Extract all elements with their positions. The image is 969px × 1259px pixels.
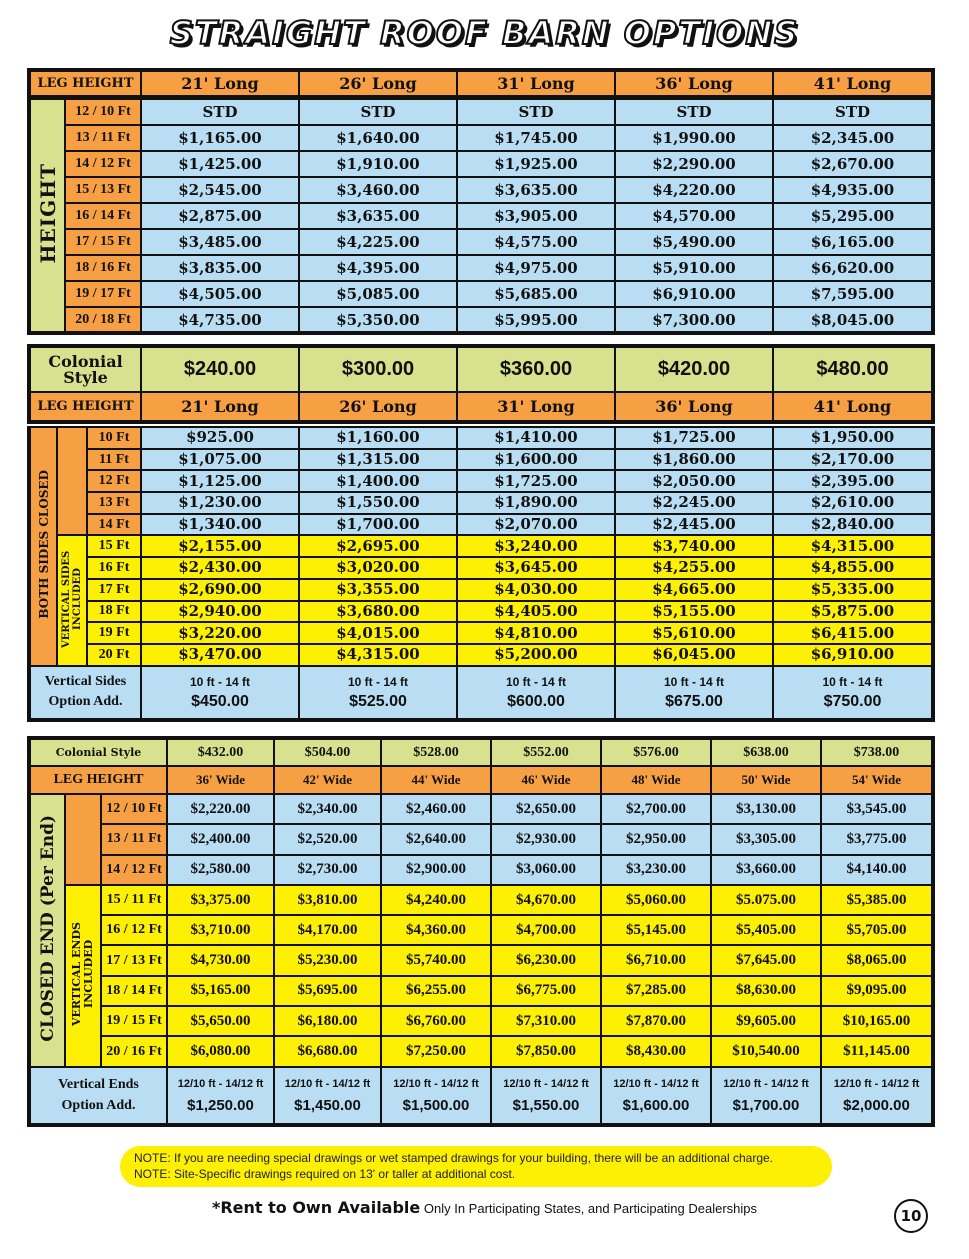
row-label: 16 / 12 Ft (101, 915, 167, 945)
price-cell: $2,070.00 (457, 514, 615, 536)
price-cell: $2,650.00 (491, 794, 601, 824)
row-label: 15 / 11 Ft (101, 885, 167, 915)
column-header: 21' Long (141, 70, 299, 96)
price-cell: $2,460.00 (381, 794, 491, 824)
column-header: 50' Wide (711, 766, 821, 794)
row-label: 19 / 15 Ft (101, 1006, 167, 1036)
price-cell: $5,610.00 (615, 622, 773, 644)
row-label: 13 Ft (87, 492, 141, 514)
price-cell: $5,230.00 (274, 945, 381, 975)
price-cell: $7,645.00 (711, 945, 821, 975)
row-label: 10 Ft (87, 427, 141, 449)
price-cell: $4,240.00 (381, 885, 491, 915)
spacer-cell (57, 427, 87, 535)
price-cell: $3,635.00 (457, 177, 615, 203)
option-range: 12/10 ft - 14/12 ft (723, 1078, 809, 1091)
price-cell: $3,775.00 (821, 824, 933, 854)
price-cell: $5,695.00 (274, 976, 381, 1006)
price-cell: $4,735.00 (141, 307, 299, 333)
option-price-cell (711, 1067, 821, 1125)
option-price-cell (821, 1067, 933, 1125)
price-cell: $4,730.00 (167, 945, 274, 975)
price-cell: $2,545.00 (141, 177, 299, 203)
option-range: 12/10 ft - 14/12 ft (393, 1078, 479, 1091)
row-label: 16 / 14 Ft (65, 203, 141, 229)
price-cell: $4,255.00 (615, 557, 773, 579)
price-cell: $3,460.00 (299, 177, 457, 203)
column-header: 54' Wide (821, 766, 933, 794)
price-cell: $1,890.00 (457, 492, 615, 514)
price-cell: $6,255.00 (381, 976, 491, 1006)
price-cell: $4,315.00 (299, 644, 457, 666)
price-cell: $8,045.00 (773, 307, 933, 333)
price-cell: $7,870.00 (601, 1006, 711, 1036)
colonial-price: $432.00 (167, 738, 274, 766)
option-price-cell (381, 1067, 491, 1125)
price-cell: $7,285.00 (601, 976, 711, 1006)
price-cell: $4,395.00 (299, 255, 457, 281)
price-cell: $2,395.00 (773, 470, 933, 492)
option-range: 10 ft - 14 ft (663, 675, 724, 690)
price-cell: $7,250.00 (381, 1036, 491, 1066)
colonial-price: $300.00 (299, 346, 457, 392)
row-label: 12 / 10 Ft (65, 99, 141, 125)
price-cell: $1,600.00 (457, 449, 615, 471)
row-label: 12 / 10 Ft (101, 794, 167, 824)
price-cell: $1,400.00 (299, 470, 457, 492)
price-cell: $5,385.00 (821, 885, 933, 915)
option-price: $600.00 (507, 693, 565, 711)
price-cell: $4,315.00 (773, 535, 933, 557)
option-label-line: Option Add. (61, 1098, 136, 1114)
leg-height-header: LEG HEIGHT (29, 392, 141, 422)
option-label-line: Vertical Ends (58, 1077, 139, 1093)
column-header: 41' Long (773, 392, 933, 422)
option-price-cell (773, 666, 933, 720)
price-cell: $1,910.00 (299, 151, 457, 177)
row-label: 19 Ft (87, 622, 141, 644)
row-label: 12 Ft (87, 470, 141, 492)
price-cell: $4,665.00 (615, 579, 773, 601)
price-cell: $2,340.00 (274, 794, 381, 824)
height-side-text: HEIGHT (35, 163, 60, 264)
closed-end-table (27, 736, 935, 1127)
price-cell: $5,335.00 (773, 579, 933, 601)
price-cell: $2,695.00 (299, 535, 457, 557)
vertical-ends-option-label (29, 1067, 167, 1125)
price-cell: $925.00 (141, 427, 299, 449)
price-cell: $2,640.00 (381, 824, 491, 854)
option-price-cell (601, 1067, 711, 1125)
price-cell: $2,290.00 (615, 151, 773, 177)
price-cell: $5,350.00 (299, 307, 457, 333)
option-price-cell (615, 666, 773, 720)
price-cell: $3,545.00 (821, 794, 933, 824)
price-cell: $2,050.00 (615, 470, 773, 492)
price-cell: $1,860.00 (615, 449, 773, 471)
price-cell: $4,810.00 (457, 622, 615, 644)
option-range: 12/10 ft - 14/12 ft (613, 1078, 699, 1091)
column-header: 36' Wide (167, 766, 274, 794)
column-header: 31' Long (457, 392, 615, 422)
price-cell: $6,230.00 (491, 945, 601, 975)
price-cell: $1,125.00 (141, 470, 299, 492)
price-cell: $2,610.00 (773, 492, 933, 514)
colonial-price: $480.00 (773, 346, 933, 392)
column-header: 42' Wide (274, 766, 381, 794)
option-range: 12/10 ft - 14/12 ft (284, 1078, 371, 1091)
price-cell: $6,415.00 (773, 622, 933, 644)
price-cell: $4,225.00 (299, 229, 457, 255)
both-sides-closed-label (29, 427, 57, 666)
price-cell: $9,095.00 (821, 976, 933, 1006)
option-label-line: Option Add. (48, 694, 123, 710)
price-cell: $4,170.00 (274, 915, 381, 945)
price-cell: $2,670.00 (773, 151, 933, 177)
price-cell: $2,155.00 (141, 535, 299, 557)
price-cell: $3,375.00 (167, 885, 274, 915)
rent-to-own-line (0, 1198, 969, 1217)
option-price: $2,000.00 (843, 1097, 910, 1115)
price-cell: $8,065.00 (821, 945, 933, 975)
price-cell: $2,245.00 (615, 492, 773, 514)
option-price: $525.00 (349, 693, 407, 711)
column-header: 36' Long (615, 70, 773, 96)
closed-end-side-text: CLOSED END (Per End) (37, 815, 58, 1042)
column-header: 26' Long (299, 70, 457, 96)
price-cell: $5,200.00 (457, 644, 615, 666)
row-label: 19 / 17 Ft (65, 281, 141, 307)
price-cell: $1,640.00 (299, 125, 457, 151)
price-cell: $6,180.00 (274, 1006, 381, 1036)
column-header: 31' Long (457, 70, 615, 96)
column-header: 41' Long (773, 70, 933, 96)
price-cell: $11,145.00 (821, 1036, 933, 1066)
colonial-style-table (27, 344, 935, 424)
colonial-price: $504.00 (274, 738, 381, 766)
price-cell: $2,950.00 (601, 824, 711, 854)
price-cell: $6,910.00 (615, 281, 773, 307)
colonial-price: $576.00 (601, 738, 711, 766)
notes-box (120, 1146, 832, 1187)
leg-height-header: LEG HEIGHT (29, 766, 167, 794)
price-cell: $2,700.00 (601, 794, 711, 824)
row-label: 13 / 11 Ft (101, 824, 167, 854)
price-cell: $6,760.00 (381, 1006, 491, 1036)
price-cell: $2,900.00 (381, 855, 491, 885)
price-cell: $2,445.00 (615, 514, 773, 536)
column-header: 44' Wide (381, 766, 491, 794)
row-label: 11 Ft (87, 449, 141, 471)
rent-to-own-text: Only In Participating States, and Participating Dealerships (423, 1201, 758, 1216)
price-cell: STD (299, 99, 457, 125)
row-label: 20 Ft (87, 644, 141, 666)
price-cell: $2,520.00 (274, 824, 381, 854)
price-cell: $3,645.00 (457, 557, 615, 579)
price-cell: $1,340.00 (141, 514, 299, 536)
price-cell: $2,400.00 (167, 824, 274, 854)
price-cell: $3,680.00 (299, 601, 457, 623)
price-cell: $4,505.00 (141, 281, 299, 307)
option-range: 10 ft - 14 ft (347, 675, 408, 690)
price-cell: $1,410.00 (457, 427, 615, 449)
option-range: 10 ft - 14 ft (505, 675, 566, 690)
option-price-cell (299, 666, 457, 720)
option-price: $1,700.00 (732, 1097, 800, 1115)
price-cell: $3,020.00 (299, 557, 457, 579)
option-label-line: Vertical Sides (44, 674, 127, 690)
row-label: 18 / 16 Ft (65, 255, 141, 281)
price-cell: $1,745.00 (457, 125, 615, 151)
price-cell: $6,080.00 (167, 1036, 274, 1066)
price-cell: $4,575.00 (457, 229, 615, 255)
row-label: 20 / 16 Ft (101, 1036, 167, 1066)
price-cell: $4,670.00 (491, 885, 601, 915)
option-range: 12/10 ft - 14/12 ft (177, 1078, 264, 1091)
height-side-label (29, 99, 65, 333)
price-cell: $5.075.00 (711, 885, 821, 915)
option-price: $1,550.00 (512, 1097, 580, 1115)
price-cell: $1,550.00 (299, 492, 457, 514)
row-label: 15 Ft (87, 535, 141, 557)
price-cell: $5,295.00 (773, 203, 933, 229)
both-sides-closed-text: BOTH SIDES CLOSED (36, 469, 51, 619)
row-label: 14 / 12 Ft (65, 151, 141, 177)
price-cell: $1,925.00 (457, 151, 615, 177)
price-cell: $4,220.00 (615, 177, 773, 203)
price-cell: $2,220.00 (167, 794, 274, 824)
spacer-cell (65, 794, 101, 885)
price-cell: $3,635.00 (299, 203, 457, 229)
option-price-cell (141, 666, 299, 720)
price-cell: STD (141, 99, 299, 125)
price-cell: $5,490.00 (615, 229, 773, 255)
price-cell: $1,425.00 (141, 151, 299, 177)
column-header: 48' Wide (601, 766, 711, 794)
price-cell: $8,630.00 (711, 976, 821, 1006)
price-cell: $3,060.00 (491, 855, 601, 885)
vertical-sides-option-label (29, 666, 141, 720)
price-cell: $3,660.00 (711, 855, 821, 885)
price-cell: $3,130.00 (711, 794, 821, 824)
price-cell: $8,430.00 (601, 1036, 711, 1066)
price-cell: $3,485.00 (141, 229, 299, 255)
price-cell: $2,580.00 (167, 855, 274, 885)
vertical-sides-included-text: VERTICAL SIDES INCLUDED (61, 549, 83, 648)
price-cell: $5,875.00 (773, 601, 933, 623)
option-range: 12/10 ft - 14/12 ft (503, 1078, 589, 1091)
price-cell: $1,725.00 (457, 470, 615, 492)
leg-height-header: LEG HEIGHT (29, 70, 141, 96)
row-label: 15 / 13 Ft (65, 177, 141, 203)
row-label: 20 / 18 Ft (65, 307, 141, 333)
price-cell: $1,950.00 (773, 427, 933, 449)
colonial-price: $552.00 (491, 738, 601, 766)
colonial-price: $420.00 (615, 346, 773, 392)
option-price: $1,500.00 (402, 1097, 470, 1115)
price-cell: $5,085.00 (299, 281, 457, 307)
option-price-cell (167, 1067, 274, 1125)
option-price: $1,450.00 (294, 1097, 361, 1115)
price-cell: $6,680.00 (274, 1036, 381, 1066)
price-cell: $10,540.00 (711, 1036, 821, 1066)
row-label: 17 Ft (87, 579, 141, 601)
note-line: NOTE: If you are needing special drawings or wet stamped drawings for your building, there will be an additional charge. (134, 1151, 774, 1165)
price-cell: $2,930.00 (491, 824, 601, 854)
row-label: 18 Ft (87, 601, 141, 623)
price-cell: $3,710.00 (167, 915, 274, 945)
price-cell: STD (615, 99, 773, 125)
price-cell: $1,165.00 (141, 125, 299, 151)
price-cell: $2,730.00 (274, 855, 381, 885)
price-cell: $4,935.00 (773, 177, 933, 203)
colonial-price: $360.00 (457, 346, 615, 392)
price-cell: $5,165.00 (167, 976, 274, 1006)
row-label: 14 / 12 Ft (101, 855, 167, 885)
price-cell: $5,910.00 (615, 255, 773, 281)
price-cell: $2,170.00 (773, 449, 933, 471)
price-cell: $1,315.00 (299, 449, 457, 471)
option-range: 10 ft - 14 ft (189, 675, 250, 690)
price-cell: $7,300.00 (615, 307, 773, 333)
price-cell: $4,570.00 (615, 203, 773, 229)
row-label: 16 Ft (87, 557, 141, 579)
price-cell: $1,725.00 (615, 427, 773, 449)
price-cell: $6,165.00 (773, 229, 933, 255)
price-cell: $3,810.00 (274, 885, 381, 915)
option-price: $1,250.00 (187, 1097, 254, 1115)
row-label: 14 Ft (87, 514, 141, 536)
option-range: 10 ft - 14 ft (822, 675, 883, 690)
price-cell: $3,355.00 (299, 579, 457, 601)
colonial-style-label: Colonial Style (29, 346, 141, 392)
price-cell: $2,840.00 (773, 514, 933, 536)
price-cell: $3,305.00 (711, 824, 821, 854)
price-cell: $5,405.00 (711, 915, 821, 945)
option-price-cell (491, 1067, 601, 1125)
price-cell: STD (457, 99, 615, 125)
price-cell: $5,705.00 (821, 915, 933, 945)
price-cell: $3,220.00 (141, 622, 299, 644)
price-cell: $6,045.00 (615, 644, 773, 666)
column-header: 36' Long (615, 392, 773, 422)
rent-to-own-bold: *Rent to Own Available (211, 1198, 421, 1217)
price-cell: $7,310.00 (491, 1006, 601, 1036)
price-cell: $5,685.00 (457, 281, 615, 307)
column-header: 21' Long (141, 392, 299, 422)
option-price: $675.00 (665, 693, 723, 711)
price-cell: $9,605.00 (711, 1006, 821, 1036)
price-cell: $2,430.00 (141, 557, 299, 579)
price-cell: $6,910.00 (773, 644, 933, 666)
price-cell: $7,595.00 (773, 281, 933, 307)
page-number: 10 (894, 1199, 928, 1233)
option-price-cell (457, 666, 615, 720)
price-cell: $3,835.00 (141, 255, 299, 281)
price-cell: $5,145.00 (601, 915, 711, 945)
price-cell: $3,240.00 (457, 535, 615, 557)
price-cell: $6,620.00 (773, 255, 933, 281)
price-cell: $6,775.00 (491, 976, 601, 1006)
row-label: 13 / 11 Ft (65, 125, 141, 151)
price-cell: $5,740.00 (381, 945, 491, 975)
row-label: 17 / 15 Ft (65, 229, 141, 255)
price-cell: $6,710.00 (601, 945, 711, 975)
price-cell: $3,740.00 (615, 535, 773, 557)
price-cell: $3,230.00 (601, 855, 711, 885)
price-cell: $5,060.00 (601, 885, 711, 915)
price-cell: $4,855.00 (773, 557, 933, 579)
option-price: $750.00 (823, 693, 882, 711)
vertical-sides-included-label (57, 535, 87, 665)
price-cell: $4,975.00 (457, 255, 615, 281)
price-cell: $4,700.00 (491, 915, 601, 945)
price-cell: STD (773, 99, 933, 125)
price-cell: $4,015.00 (299, 622, 457, 644)
price-cell: $5,155.00 (615, 601, 773, 623)
price-cell: $2,940.00 (141, 601, 299, 623)
price-cell: $2,345.00 (773, 125, 933, 151)
vertical-ends-included-label (65, 885, 101, 1067)
price-cell: $4,030.00 (457, 579, 615, 601)
column-header: 26' Long (299, 392, 457, 422)
price-cell: $4,405.00 (457, 601, 615, 623)
height-price-rows (27, 98, 935, 335)
price-cell: $4,360.00 (381, 915, 491, 945)
colonial-price: $638.00 (711, 738, 821, 766)
price-cell: $1,075.00 (141, 449, 299, 471)
price-cell: $1,230.00 (141, 492, 299, 514)
price-cell: $1,990.00 (615, 125, 773, 151)
price-cell: $2,690.00 (141, 579, 299, 601)
price-cell: $1,700.00 (299, 514, 457, 536)
row-label: 17 / 13 Ft (101, 945, 167, 975)
height-price-table (27, 68, 935, 101)
option-range: 12/10 ft - 14/12 ft (833, 1078, 920, 1091)
closed-end-side-label (29, 794, 65, 1067)
colonial-price: $738.00 (821, 738, 933, 766)
option-price: $450.00 (191, 693, 249, 711)
column-header: 46' Wide (491, 766, 601, 794)
price-cell: $3,905.00 (457, 203, 615, 229)
price-cell: $2,875.00 (141, 203, 299, 229)
vertical-ends-included-text: VERTICAL ENDS INCLUDED (70, 921, 95, 1026)
price-cell: $3,470.00 (141, 644, 299, 666)
price-cell: $1,160.00 (299, 427, 457, 449)
row-label: 18 / 14 Ft (101, 976, 167, 1006)
price-cell: $5,650.00 (167, 1006, 274, 1036)
price-cell: $7,850.00 (491, 1036, 601, 1066)
option-price-cell (274, 1067, 381, 1125)
price-cell: $10,165.00 (821, 1006, 933, 1036)
note-line: NOTE: Site-Specific drawings required on 13' or taller at additional cost. (134, 1167, 516, 1181)
colonial-price: $528.00 (381, 738, 491, 766)
price-cell: $4,140.00 (821, 855, 933, 885)
price-cell: $5,995.00 (457, 307, 615, 333)
page-title: STRAIGHT ROOF BARN OPTIONS (169, 14, 800, 52)
option-price: $1,600.00 (622, 1097, 690, 1115)
colonial-style-label: Colonial Style (29, 738, 167, 766)
colonial-price: $240.00 (141, 346, 299, 392)
sides-closed-table (27, 426, 935, 722)
